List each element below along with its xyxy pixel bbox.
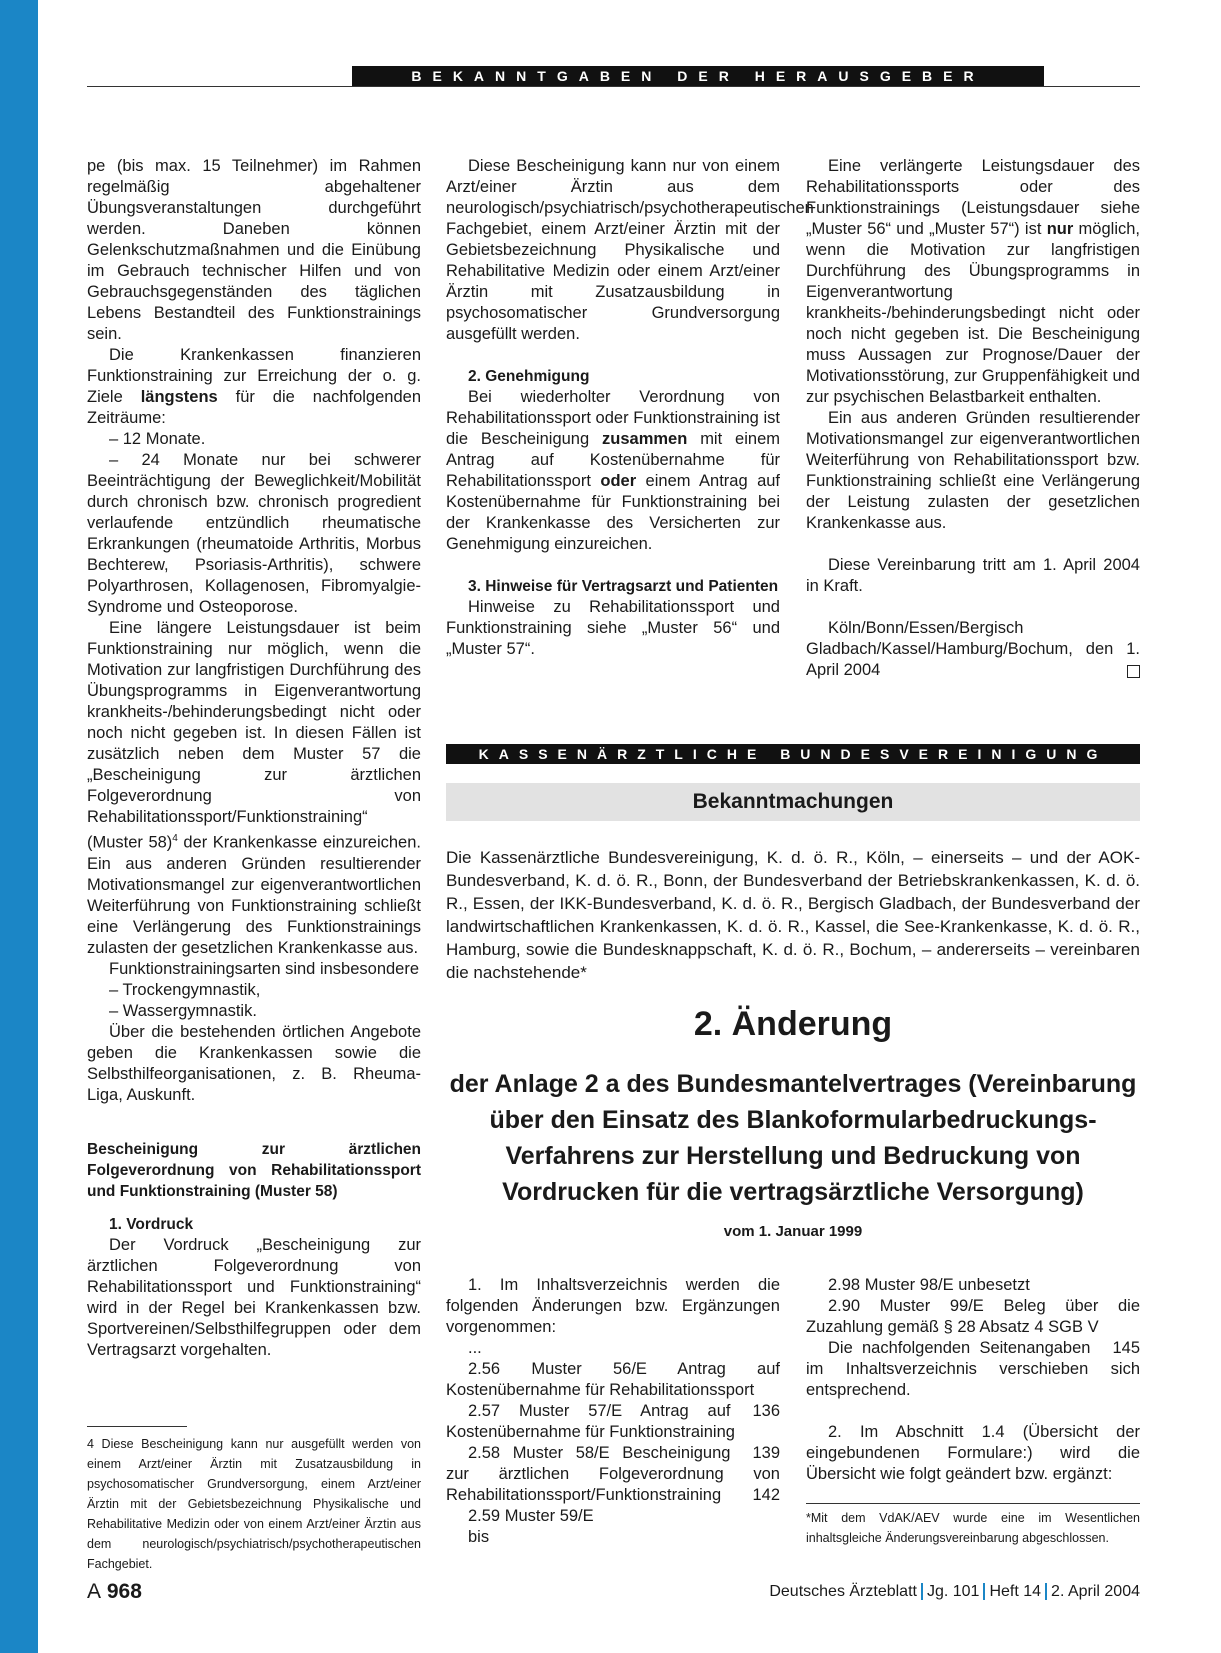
col3-signature-line (806, 618, 1140, 681)
col3-paragraph-2: Ein aus anderen Gründen resultierender Motivationsmangel zur eigenverantwortlichen Weiterführung von Rehabilitationssport bzw. Funktionstraining schließt eine Verlängerung der Leistung zulasten der gesetzlichen Krankenkasse aus. (806, 409, 1140, 532)
amendment-column-2 (806, 1275, 1140, 1485)
amend-paragraph-2: Die nachfolgenden Seitenangaben im Inhaltsverzeichnis verschieben sich entsprechend. (806, 1339, 1140, 1399)
text-span: Eine verlängerte Leistungsdauer des Rehabilitationssports oder des Funktionstrainings (Leistungsdauer siehe „Muster 56“ und „Muster 57“) ist (806, 157, 1140, 238)
journal-volume: Jg. 101 (926, 1583, 980, 1600)
column-2 (446, 156, 814, 660)
col1-paragraph-3 (87, 618, 421, 959)
col2-paragraph-1: Diese Bescheinigung kann nur von einem Arzt/einer Ärztin aus dem neurologisch/psychiatrisch/psychotherapeutischen Fachgebiet, einem Arzt/einer Ärztin mit der Gebietsbezeichnung Physikalische und Rehabilitative Medizin oder einem Arzt/einer Ärztin mit Zusatzausbildung in psychosomatischer Grundversorgung ausgefüllt werden. (446, 157, 814, 343)
col1-heading-vordruck: 1. Vordruck (109, 1215, 194, 1233)
column-3 (806, 156, 1140, 681)
col1-paragraph-1: pe (bis max. 15 Teilnehmer) im Rahmen regelmäßig abgehaltener Übungsveranstaltungen durchgeführt werden. Daneben können Gelenkschutzmaßnahmen und die Einübung im Gebrauch technischer Hilfen und von Gebrauchsgegenständen des täglichen Lebens Bestandteil des Funktionstrainings sein. (87, 157, 421, 343)
col1-paragraph-4: Funktionstrainingsarten sind insbesondere (109, 959, 420, 978)
separator (921, 1583, 923, 1600)
text-span: 2.58 Muster 58/E Bescheinigung zur ärztlichen Folgeverordnung von Rehabilitationssport/Funktionstraining (446, 1444, 780, 1504)
amend-item-2 (446, 1401, 780, 1462)
kbv-section-bar: KASSENÄRZTLICHE BUNDESVEREINIGUNG (446, 744, 1140, 764)
footnote-rule-2 (806, 1503, 1140, 1504)
section-header-label: BEKANNTGABEN DER HERAUSGEBER (352, 66, 1044, 86)
amendment-column-1 (446, 1275, 780, 1548)
amend-item-1 (446, 1359, 780, 1420)
emphasis: längstens (140, 388, 218, 406)
footnote-rule (87, 1426, 187, 1427)
amend-dots: ... (468, 1339, 482, 1357)
text-span: für die nachfolgenden Zeiträume: (87, 388, 421, 427)
page-ref: 145 (1112, 1339, 1140, 1357)
amendment-date: vom 1. Januar 1999 (723, 1223, 863, 1240)
footnote-ref: 4 (172, 833, 178, 844)
page-ref: 139 (752, 1444, 780, 1462)
amend-item-6: 2.98 Muster 98/E unbesetzt (828, 1276, 1030, 1294)
journal-info (769, 1583, 1140, 1601)
col3-paragraph-3: Diese Vereinbarung tritt am 1. April 2004 in Kraft. (806, 556, 1140, 595)
col1-paragraph-6: Der Vordruck „Bescheinigung zur ärztlichen Folgeverordnung von Rehabilitationssport und Funktionstraining“ wird in der Regel bei Krankenkassen bzw. Sportvereinen/Selbsthilfegruppen oder dem Vertragsarzt vorgehalten. (87, 1235, 421, 1359)
amend-paragraph-1: 1. Im Inhaltsverzeichnis werden die folgenden Änderungen bzw. Ergänzungen vorgenommen: (446, 1276, 780, 1336)
amendment-subtitle: der Anlage 2 a des Bundesmantelvertrages (Vereinbarung über den Einsatz des Blankoformularbedruckungs-Verfahrens zur Herstellung und Bedruckung von Vordrucken für die vertragsärztliche Versorgung) (449, 1070, 1137, 1206)
journal-issue: Heft 14 (989, 1583, 1042, 1600)
page-ref: 136 (752, 1402, 780, 1420)
amend-item-3 (446, 1443, 780, 1506)
col1-heading-muster58: Bescheinigung zur ärztlichen Folgeverordnung von Rehabilitationssport und Funktionstraining (Muster 58) (87, 1140, 421, 1200)
page-prefix: A (87, 1580, 102, 1603)
emphasis: oder (600, 472, 637, 490)
sidebar-stripe (0, 0, 38, 1653)
page-number (87, 1580, 142, 1604)
end-mark-icon (1127, 665, 1140, 678)
emphasis: zusammen (602, 430, 688, 448)
column-1 (87, 156, 421, 1361)
col1-list-item-2: – 24 Monate nur bei schwerer Beeinträchtigung der Beweglichkeit/Mobilität durch chronisch bzw. chronisch progredient verlaufende entzündlich rheumatische Erkrankungen (rheumatoide Arthritis, Morbus Bechterew, Psoriasis-Arthritis), schwere Polyarthrosen, Kollagenosen, Fibromyalgie-Syndrome und Osteoporose. (87, 451, 421, 616)
text-span: 2.56 Muster 56/E Antrag auf Kostenübernahme für Rehabilitationssport (446, 1360, 780, 1399)
text-span: der Krankenkasse einzureichen. Ein aus anderen Gründen resultierender Motivationsmangel zur eigenverantwortlichen Weiterführung von Funktionstraining schließt eine Verlängerung des Funktionstrainings zulasten der gesetzlichen Krankenkasse aus. (87, 833, 421, 957)
separator (1045, 1583, 1047, 1600)
col2-heading-genehmigung: 2. Genehmigung (468, 368, 590, 385)
col1-paragraph-2 (87, 345, 421, 429)
col1-list-item-3: – Trockengymnastik, (109, 980, 261, 999)
separator (983, 1583, 985, 1600)
col2-paragraph-3: Hinweise zu Rehabilitationssport und Funktionstraining siehe „Muster 56“ und „Muster 57“. (446, 598, 780, 658)
bekanntmachungen-heading: Bekanntmachungen (446, 783, 1140, 821)
amend-paragraph-3: 2. Im Abschnitt 1.4 (Übersicht der eingebundenen Formulare:) wird die Übersicht wie folgt geändert bzw. ergänzt: (806, 1423, 1140, 1483)
col1-list-item-4: – Wassergymnastik. (109, 1001, 257, 1020)
text-span: 2.57 Muster 57/E Antrag auf Kostenübernahme für Funktionstraining (446, 1402, 735, 1441)
col2-paragraph-2 (446, 387, 780, 555)
kbv-intro-paragraph: Die Kassenärztliche Bundesvereinigung, K. d. ö. R., Köln, – einerseits – und der AOK-Bundesverband, K. d. ö. R., Bonn, der Bundesverband der Betriebskrankenkassen, K. d. ö. R., Essen, der IKK-Bundesverband, K. d. ö. R., Bergisch Gladbach, der Bundesverband der landwirtschaftlichen Krankenkassen, K. d. ö. R., Kassel, die See-Krankenkasse, K. d. ö. R., Hamburg, sowie die Bundesknappschaft, K. d. ö. R., Bochum, – andererseits – vereinbaren die nachstehende* (446, 848, 1140, 982)
page-value: 968 (106, 1580, 142, 1603)
journal-date: 2. April 2004 (1051, 1583, 1140, 1600)
amend-item-4: 2.59 Muster 59/E (468, 1507, 594, 1525)
text-span: Köln/Bonn/Essen/Bergisch Gladbach/Kassel/Hamburg/Bochum, den 1. April 2004 (806, 619, 1140, 679)
amendment-title: 2. Änderung (693, 1005, 893, 1043)
col1-list-item-1: – 12 Monate. (109, 430, 206, 448)
text-span: möglich, wenn die Motivation zur langfristigen Durchführung des Übungsprogramms in Eigenverantwortung krankheits-/behinderungsbedingt nicht oder noch nicht gegeben ist. Die Bescheinigung muss Aussagen zur Prognose/Dauer der Motivationsstörung, zur Gruppenfähigkeit und zur psychischen Belastbarkeit enthalten. (806, 220, 1140, 406)
col2-heading-hinweise: 3. Hinweise für Vertragsarzt und Patienten (468, 578, 779, 595)
text-span: mit einem Antrag auf Kostenübernahme für Rehabilitationssport (446, 430, 781, 490)
page-ref: 142 (752, 1486, 780, 1504)
text-span: Eine längere Leistungsdauer ist beim Funktionstraining nur möglich, wenn die Motivation zur langfristigen Durchführung des Übungsprogramms in Eigenverantwortung krankheits-/behinderungsbedingt nicht oder noch nicht gegeben ist. In diesen Fällen ist zusätzlich neben dem Muster 57 die „Bescheinigung zur ärztlichen Folgeverordnung von Rehabilitationssport/Funktionstraining“ (Muster 58) (87, 619, 421, 852)
amend-item-7 (806, 1296, 1140, 1357)
footnote-2: *Mit dem VdAK/AEV wurde eine im Wesentlichen inhaltsgleiche Änderungsvereinbarung abgeschlossen. (806, 1511, 1140, 1545)
text-span: 2.90 Muster 99/E Beleg über die Zuzahlung gemäß § 28 Absatz 4 SGB V (806, 1297, 1140, 1336)
col3-paragraph-1 (806, 156, 1140, 408)
text-span: Die Krankenkassen finanzieren Funktionstraining zur Erreichung der o. g. Ziele (87, 346, 421, 406)
emphasis: nur (1046, 220, 1074, 238)
footnote-1: 4 Diese Bescheinigung kann nur ausgefüllt werden von einem Arzt/einer Ärztin mit Zusatzausbildung in psychosomatischer Grundversorgung, einem Arzt/einer Ärztin mit der Gebietsbezeichnung Physikalische und Rehabilitative Medizin oder von einem Arzt/einer Ärztin aus dem neurologisch/psychiatrisch/psychotherapeutischen Fachgebiet. (87, 1437, 421, 1571)
text-span: Bei wiederholter Verordnung von Rehabilitationssport oder Funktionstraining ist die Bescheinigung (446, 388, 780, 448)
amend-item-5: bis (468, 1528, 490, 1546)
section-header (87, 66, 1140, 87)
text-span: einem Antrag auf Kostenübernahme für Funktionstraining bei der Krankenkasse des Versicherten zur Genehmigung einzureichen. (446, 472, 781, 553)
journal-name: Deutsches Ärzteblatt (769, 1583, 917, 1600)
col1-paragraph-5: Über die bestehenden örtlichen Angebote geben die Krankenkassen sowie die Selbsthilfeorganisationen, z. B. Rheuma-Liga, Auskunft. (87, 1022, 421, 1104)
